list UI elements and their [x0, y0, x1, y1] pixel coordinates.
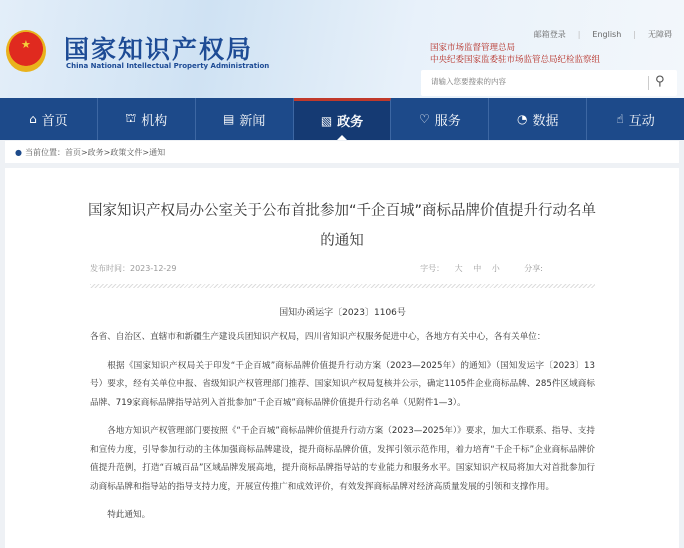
divider [90, 284, 595, 288]
paragraph: 各地方知识产权管理部门要按照《“千企百城”商标品牌价值提升行动方案（2023—2025年）》要求，加大工作联系、指导、支持和宣传力度，引导参加行动的主体加强商标品牌建设，提升商标品牌价值，发挥引领示范作用，着力培育“千企千标”企业商标品牌价值提升范例，打造“百城百品”区域品牌发展高地，提升商标品牌指导站的专业能力和服务水平。国家知识产权局将加大对首批参加行动商标品牌和指导站的指导支持力度，开展宣传推广和成效评价，有效发挥商标品牌对经济高质量发展的引领和支撑作用。 [90, 426, 595, 492]
breadcrumb-label: 当前位置： [24, 148, 65, 157]
breadcrumb-path[interactable]: 首页>政务>政策文件>通知 [64, 148, 166, 157]
site-header [0, 0, 684, 98]
article-meta [90, 263, 595, 274]
hand-icon: ☝ [616, 112, 624, 126]
font-size-medium[interactable]: 中 [473, 264, 482, 273]
nav-home[interactable] [0, 98, 98, 140]
search-input[interactable] [431, 77, 631, 86]
site-logo-title[interactable]: 国家知识产权局 [64, 35, 254, 64]
document-icon: ▧ [320, 113, 333, 128]
nav-services[interactable] [391, 98, 489, 140]
search-icon[interactable]: ⚲ [655, 74, 665, 89]
accessibility-link[interactable]: 无障碍 [648, 30, 672, 39]
main-nav [0, 98, 684, 140]
nav-data[interactable] [489, 98, 587, 140]
nav-label: 数据 [532, 113, 559, 129]
font-size-small[interactable]: 小 [491, 264, 500, 273]
nav-label: 政务 [337, 115, 364, 130]
location-pin-icon: ● [15, 148, 22, 157]
affiliated-orgs [430, 42, 600, 66]
article-panel [5, 168, 679, 548]
nav-government-affairs[interactable] [294, 98, 392, 140]
nav-news[interactable] [196, 98, 294, 140]
publish-date: 发布时间：2023-12-29 [90, 264, 177, 273]
site-logo-subtitle: China National Intellectual Property Administration [66, 62, 270, 70]
paragraph: 根据《国家知识产权局关于印发“千企百城”商标品牌价值提升行动方案（2023—2025年）的通知》（国知发运字〔2023〕13号）要求，经有关单位申报、省级知识产权管理部门推荐、国家知识产权局复核并公示，确定1105件企业商标品牌、285件区域商标品牌、719家商标品牌指导站列入首批参加“千企百城”商标品牌价值提升行动名单（见附件1—3）。 [90, 360, 595, 408]
english-link[interactable]: English [592, 30, 622, 39]
breadcrumb [5, 141, 679, 163]
institution-icon: ⛫ [125, 111, 137, 125]
divider [648, 76, 649, 90]
divider: | [633, 30, 636, 39]
search-box [421, 70, 677, 96]
nav-label: 新闻 [239, 113, 266, 129]
news-icon: ▤ [222, 112, 235, 126]
font-size-large[interactable]: 大 [454, 264, 463, 273]
font-size-label: 字号： [420, 264, 445, 273]
top-links [528, 29, 678, 40]
nav-label: 服务 [434, 113, 461, 129]
share-label: 分享: [524, 264, 543, 273]
org-link-inspection[interactable]: 中央纪委国家监委驻市场监管总局纪检监察组 [430, 55, 601, 65]
article-title: 国家知识产权局办公室关于公布首批参加“千企百城”商标品牌价值提升行动名单的通知 [87, 203, 597, 249]
paragraph-salutation: 各省、自治区、直辖市和新疆生产建设兵团知识产权局，四川省知识产权服务促进中心，各地方有关中心，各有关单位： [90, 332, 546, 342]
article-body [90, 328, 595, 535]
heart-icon: ♡ [418, 112, 430, 126]
national-emblem-logo: ★ [6, 30, 46, 72]
divider: | [577, 30, 581, 39]
nav-interaction[interactable] [587, 98, 684, 140]
home-icon: ⌂ [29, 112, 37, 126]
nav-label: 机构 [141, 113, 168, 129]
mail-login-link[interactable]: 邮箱登录 [533, 30, 566, 39]
nav-label: 互动 [628, 113, 655, 129]
paragraph-closing: 特此通知。 [107, 510, 151, 520]
nav-institution[interactable] [98, 98, 196, 140]
org-link-samr[interactable]: 国家市场监督管理总局 [430, 43, 516, 53]
document-number: 国知办函运字〔2023〕1106号 [279, 308, 406, 318]
pie-chart-icon: ◔ [516, 112, 528, 126]
nav-label: 首页 [41, 113, 68, 129]
